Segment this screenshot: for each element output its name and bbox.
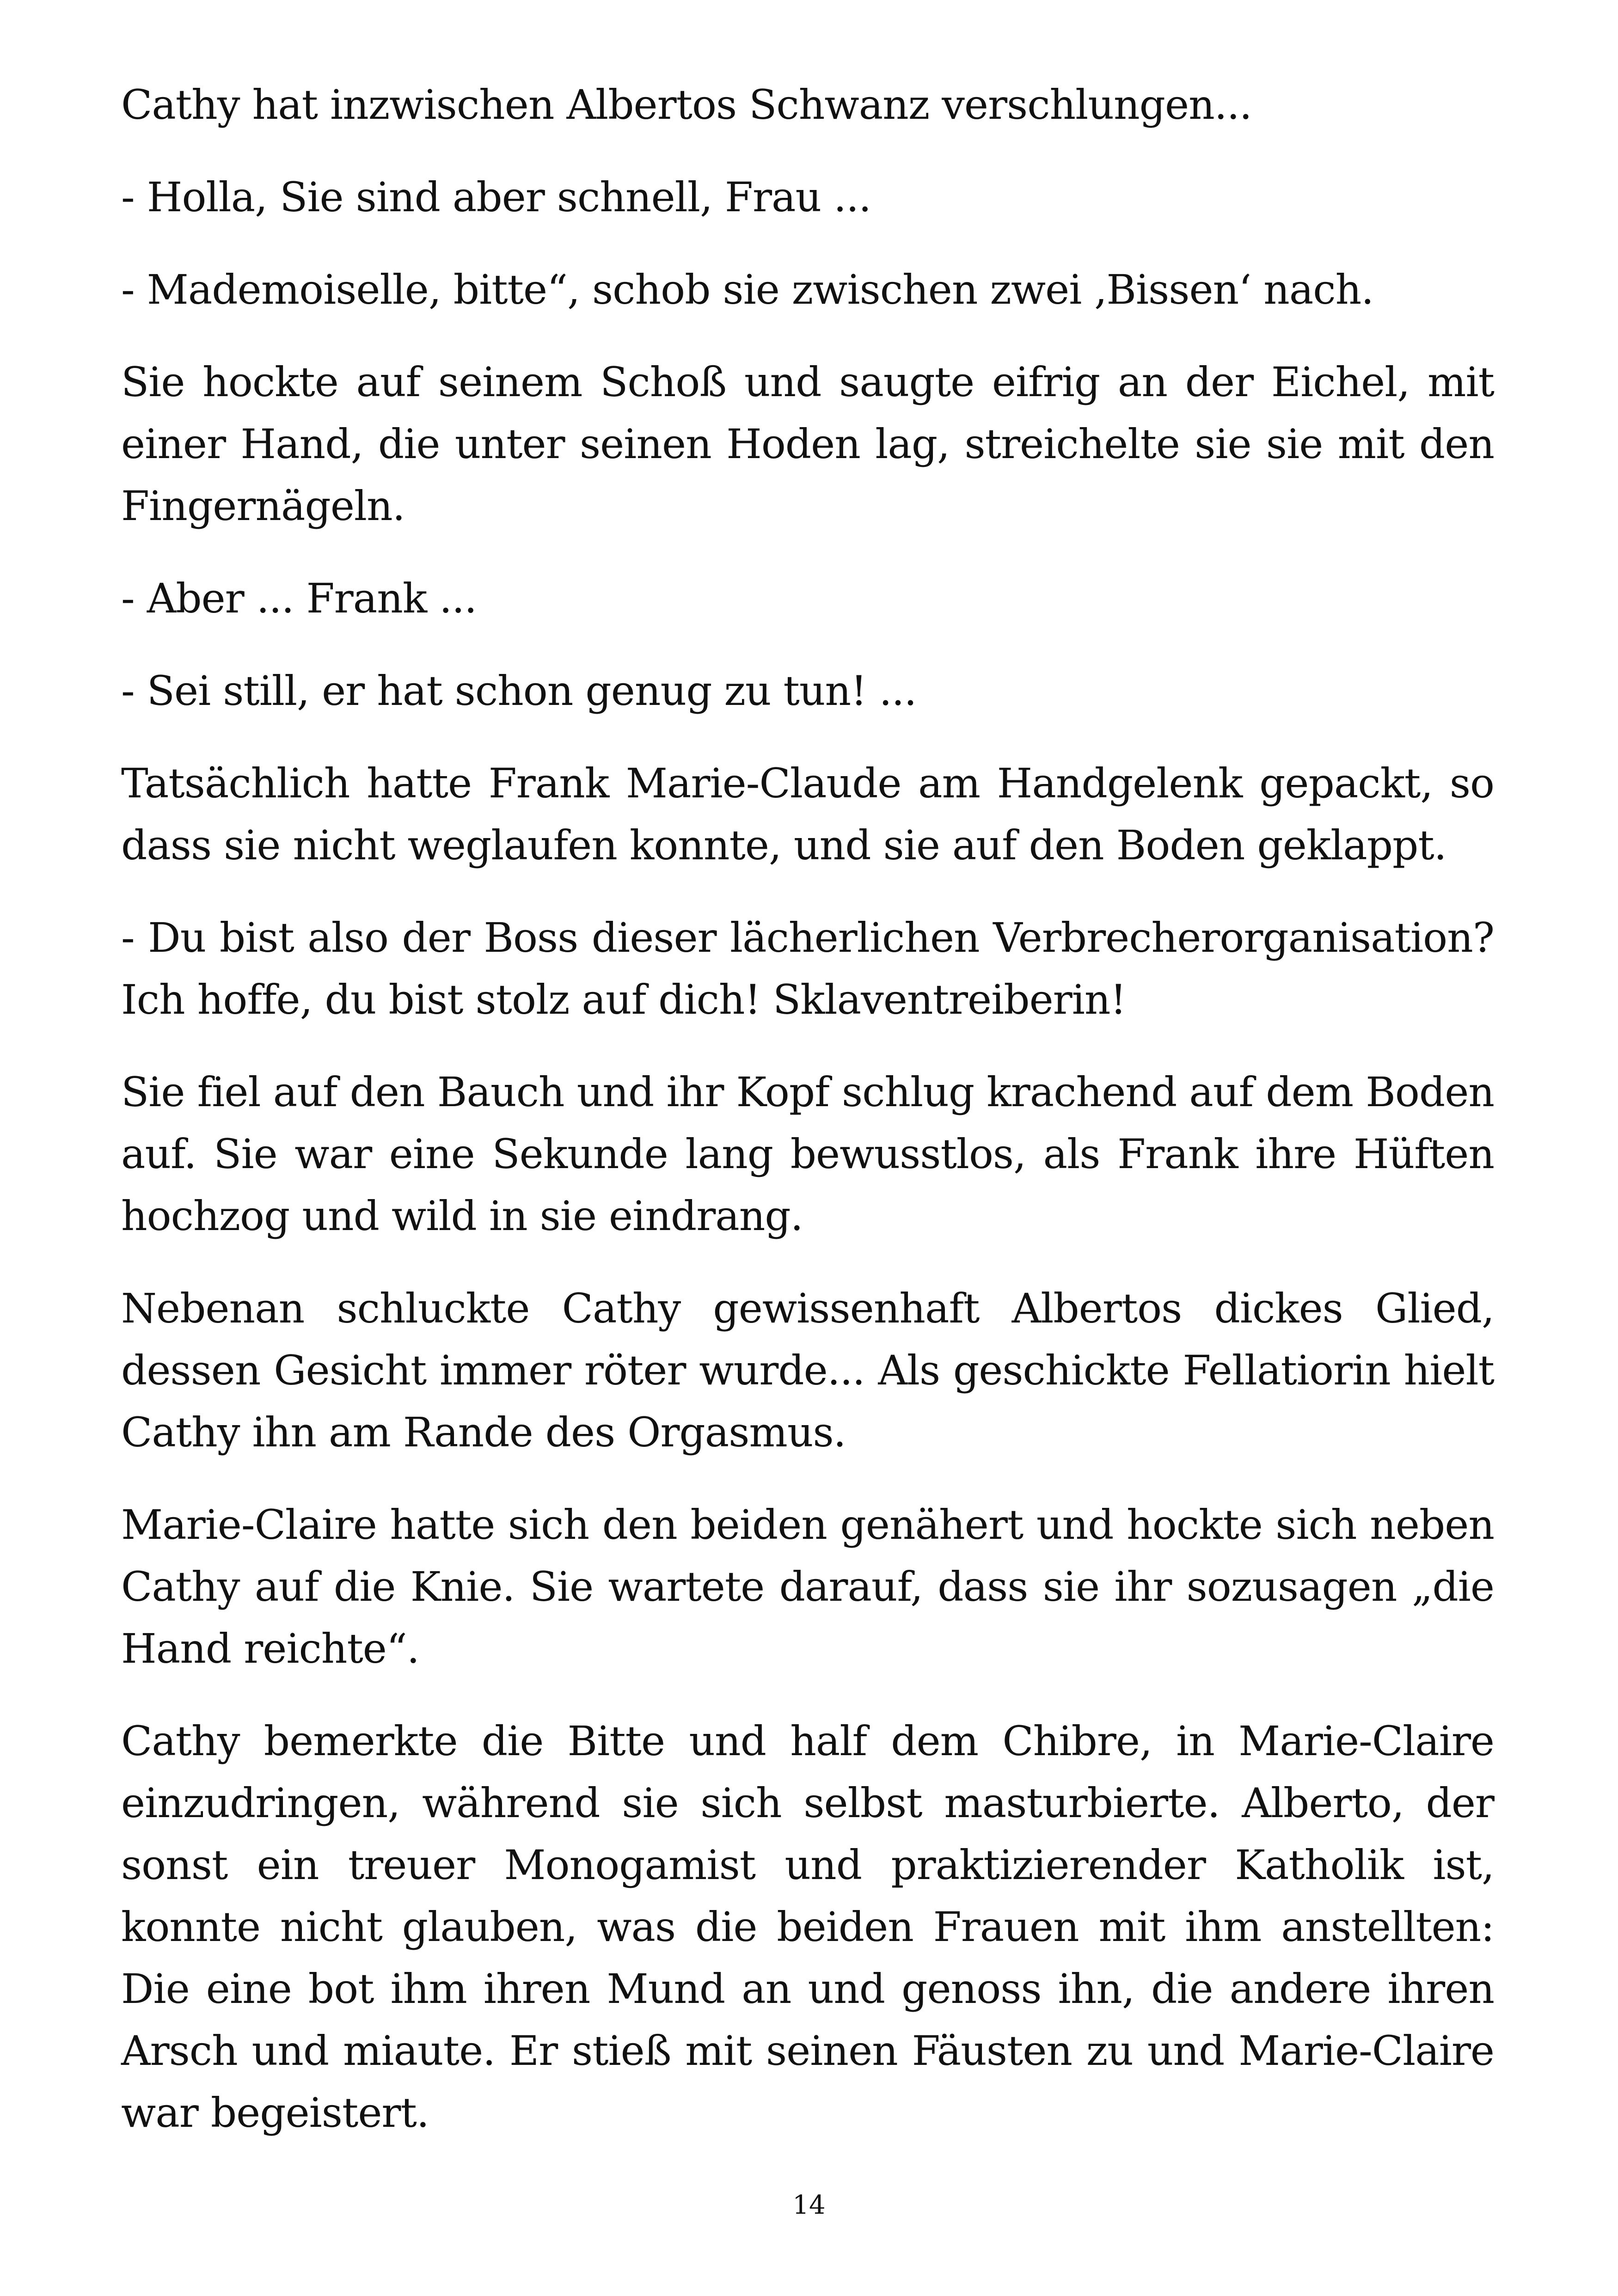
paragraph-12: Cathy bemerkte die Bitte und half dem Chibre, in Marie-Claire einzudringen, während sie sich selbst masturbierte. Alberto, der sonst ein treuer Monogamist und praktizierender Katholik ist, konnte nicht glauben, was die beiden Frauen mit ihm anstellten: Die eine bot ihm ihren Mund an und genoss ihn, die andere ihren Arsch und miaute. Er stieß mit seinen Fäusten zu und Marie-Claire war begeistert. bbox=[121, 1717, 1494, 2137]
paragraph-1: Cathy hat inzwischen Albertos Schwanz verschlungen... bbox=[121, 81, 1252, 129]
paragraph-9: Sie fiel auf den Bauch und ihr Kopf schlug krachend auf dem Boden auf. Sie war eine Sekunde lang bewusstlos, als Frank ihre Hüften hochzog und wild in sie eindrang. bbox=[121, 1068, 1494, 1240]
paragraph-11: Marie-Claire hatte sich den beiden genähert und hockte sich neben Cathy auf die Knie. Sie wartete darauf, dass sie ihr sozusagen „die Hand reichte“. bbox=[121, 1501, 1494, 1672]
body-text bbox=[121, 74, 1494, 2174]
paragraph-2: - Holla, Sie sind aber schnell, Frau ... bbox=[121, 173, 871, 221]
paragraph-3: - Mademoiselle, bitte“, schob sie zwischen zwei ‚Bissen‘ nach. bbox=[121, 266, 1374, 313]
paragraph-10: Nebenan schluckte Cathy gewissenhaft Albertos dickes Glied, dessen Gesicht immer röter wurde... Als geschickte Fellatiorin hielt Cathy ihn am Rande des Orgasmus. bbox=[121, 1285, 1494, 1456]
paragraph-6: - Sei still, er hat schon genug zu tun! ... bbox=[121, 667, 917, 715]
paragraph-8: - Du bist also der Boss dieser lächerlichen Verbrecherorganisation? Ich hoffe, du bist stolz auf dich! Sklaventreiberin! bbox=[121, 914, 1494, 1023]
paragraph-5: - Aber ... Frank ... bbox=[121, 575, 477, 622]
paragraph-7: Tatsächlich hatte Frank Marie-Claude am Handgelenk gepackt, so dass sie nicht weglaufen konnte, und sie auf den Boden geklappt. bbox=[121, 759, 1494, 869]
paragraph-4: Sie hockte auf seinem Schoß und saugte eifrig an der Eichel, mit einer Hand, die unter seinen Hoden lag, streichelte sie sie mit den Fingernägeln. bbox=[121, 358, 1494, 530]
page-number: 14 bbox=[792, 2190, 826, 2220]
